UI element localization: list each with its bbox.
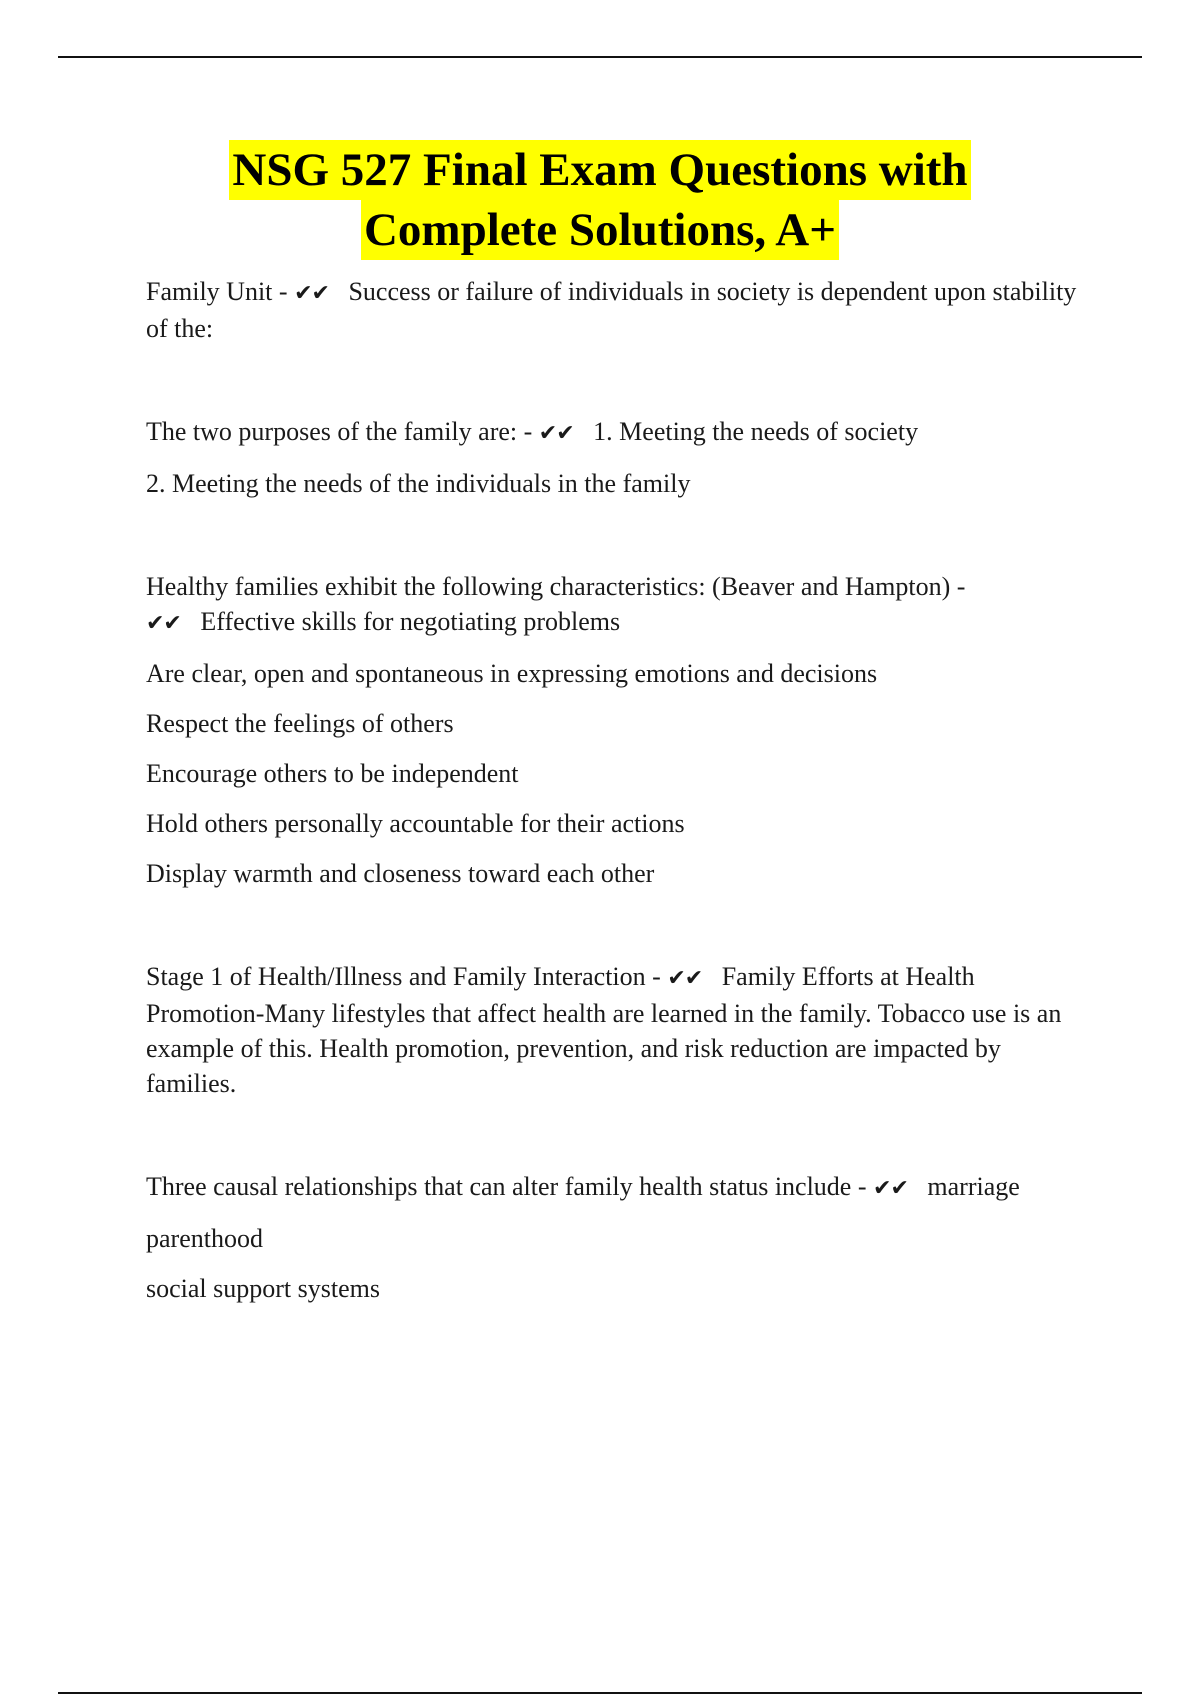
- question-text: Healthy families exhibit the following characteristics: (Beaver and Hampton) -: [146, 572, 966, 601]
- answer-line: 2. Meeting the needs of the individuals in the family: [146, 469, 691, 498]
- qa-item: [146, 274, 1096, 346]
- qa-first-line: [146, 414, 1096, 451]
- answer-text: Family Efforts at Health Promotion-Many lifestyles that affect health are learned in the family. Tobacco use is an example of this. Health promotion, prevention, and risk reduction are impacted by families.: [146, 962, 1062, 1098]
- double-check-icon: ✔✔: [873, 1176, 908, 1201]
- answer-line: Display warmth and closeness toward each other: [146, 859, 655, 888]
- answer-text: Effective skills for negotiating problems: [200, 607, 621, 636]
- double-check-icon: ✔✔: [538, 421, 574, 446]
- question-text: The two purposes of the family are: -: [146, 417, 539, 446]
- title-line-1: NSG 527 Final Exam Questions with: [229, 140, 970, 200]
- double-check-icon: ✔✔: [667, 966, 703, 991]
- qa-item: [146, 569, 1096, 891]
- double-check-icon: ✔✔: [294, 281, 329, 306]
- answer-text: 1. Meeting the needs of society: [593, 417, 919, 446]
- answer-text: Success or failure of individuals in society is dependent upon stability of the:: [146, 277, 1077, 343]
- document-title: [0, 140, 1200, 260]
- qa-item: [146, 959, 1096, 1101]
- question-text: Stage 1 of Health/Illness and Family Interaction -: [146, 962, 668, 991]
- qa-first-line: [146, 1169, 1096, 1206]
- bottom-rule: [58, 1692, 1142, 1694]
- document-body: [146, 274, 1096, 1306]
- top-rule: [58, 56, 1142, 58]
- answer-line: social support systems: [146, 1274, 380, 1303]
- answer-line: Are clear, open and spontaneous in expressing emotions and decisions: [146, 659, 878, 688]
- answer-text: marriage: [927, 1172, 1020, 1201]
- double-check-icon: ✔✔: [146, 611, 181, 636]
- qa-first-line: [146, 959, 1096, 1101]
- title-line-2: Complete Solutions, A+: [361, 200, 839, 260]
- question-text: Three causal relationships that can alter family health status include -: [146, 1172, 874, 1201]
- answer-line: Respect the feelings of others: [146, 709, 454, 738]
- qa-first-line: [146, 569, 1096, 641]
- qa-first-line: [146, 274, 1096, 346]
- qa-item: [146, 1169, 1096, 1306]
- question-text: Family Unit -: [146, 277, 295, 306]
- answer-line: Hold others personally accountable for their actions: [146, 809, 685, 838]
- qa-item: [146, 414, 1096, 501]
- answer-line: parenthood: [146, 1224, 263, 1253]
- answer-line: Encourage others to be independent: [146, 759, 519, 788]
